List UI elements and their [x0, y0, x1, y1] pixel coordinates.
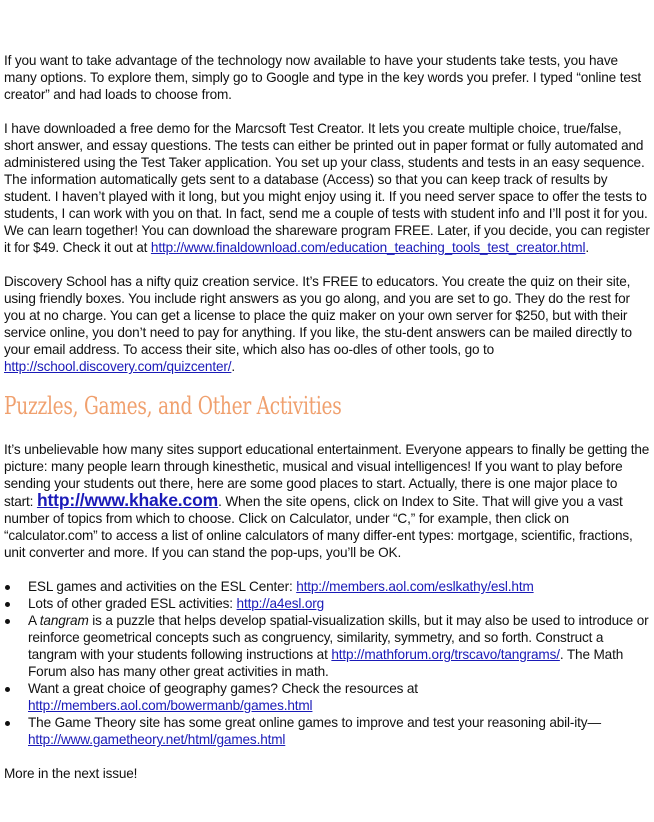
edutainment-text-a: It’s unbelievable how many sites support educational entertainment. Everyone appears to finally be getting the picture: many people learn through kinesthetic, musical and visual intelligences! If you want to play before sending your students out there, here are some good places to start. Actually, there is one major place to start: [4, 442, 650, 509]
list-item: ESL games and activities on the ESL Center: http://members.aol.com/eslkathy/esl.htm [28, 578, 650, 595]
discovery-text: Discovery School has a nifty quiz creation service. It’s FREE to educators. You create the quiz on their site, using friendly boxes. You include right answers as you go along, and you are set to go. They do the rest for you at no charge. You can get a license to place the quiz maker on your own server for $250, but with their service online, you don’t need to pay for anything. If you like, the stu-dent answers can be mailed directly to your email address. To access their site, which also has oo-dles of other tools, go to [4, 274, 632, 357]
marcsoft-text: I have downloaded a free demo for the Marcsoft Test Creator. It lets you create multiple choice, true/false, short answer, and essay questions. The tests can either be printed out in paper format or fully automated and administered using the Test Taker application. You set up your class, students and tests in an easy sequence. The information automatically gets sent to a database (Access) so that you can keep track of results by student. I haven’t played with it long, but you might enjoy using it. If you need server space to offer the tests to students, I can work with you on that. In fact, send me a couple of tests with student info and I’ll post it for you. We can learn together! You can download the shareware program FREE. Later, if you decide, you can register it for $49. Check it out at [4, 121, 650, 255]
closing-line: More in the next issue! [4, 766, 138, 781]
paragraph-test-creators: If you want to take advantage of the technology now available to have your students take tests, you have many options. To explore them, simply go to Google and type in the key words you prefer. I typed “online test creator” and had loads to choose from. [4, 53, 642, 102]
bullet-icon [5, 602, 10, 607]
paragraph-edutainment [4, 441, 650, 561]
bullet-icon [5, 721, 10, 726]
finaldownload-link[interactable]: http://www.finaldownload.com/education_teaching_tools_test_creator.html [150, 240, 586, 255]
list-item: Lots of other graded ESL activities: http://a4esl.org [28, 595, 650, 612]
paragraph-marcsoft: I have downloaded a free demo for the Marcsoft Test Creator. It lets you create multiple choice, true/false, short answer, and essay questions. The tests can either be printed out in paper format or fully automated and administered using the Test Taker application. You set up your class, students and tests in an easy sequence. The information automatically gets sent to a database (Access) so that you can keep track of results by student. I haven’t played with it long, but you might enjoy using it. If you need server space to offer the tests to students, I can work with you on that. In fact, send me a couple of tests with student info and I’ll post it for you. We can learn together! You can download the shareware program FREE. Later, if you decide, you can register it for $49. Check it out at http://www.finaldownload.com/education_teaching_tools_test_creator.html. [4, 121, 650, 255]
resource-list [4, 578, 650, 748]
list-item: A tangram is a puzzle that helps develop spatial-visualization skills, but it may also be used to introduce or reinforce geometrical concepts such as congruency, similarity, symmetry, and so forth. Construct a tangram with your students following instructions at http://mathforum.org/trscavo/tangrams/. The Math Forum also has many other great activities in math. [28, 612, 650, 680]
bullet-icon [5, 687, 10, 692]
list-item: Want a great choice of geography games? Check the resources at http://members.aol.com/bowermanb/games.html [28, 680, 650, 714]
edutainment-text-b: . When the site opens, click on Index to Site. That will give you a vast number of topics from which to choose. Click on Calculator, under “C,” for example, then click on “calculator.com” to access a list of online calculators of many differ-ent types: mortgage, scientific, fractions, unit converter and more. If you can stand the pop-ups, you’ll be OK. [4, 494, 633, 560]
discovery-quizcenter-link[interactable]: http://school.discovery.com/quizcenter/ [4, 359, 232, 374]
bullet-icon [5, 619, 10, 624]
paragraph-discovery-school: Discovery School has a nifty quiz creation service. It’s FREE to educators. You create the quiz on their site, using friendly boxes. You include right answers as you go along, and you are set to go. They do the rest for you at no charge. You can get a license to place the quiz maker on your own server for $250, but with their service online, you don’t need to pay for anything. If you like, the stu-dent answers can be mailed directly to your email address. To access their site, which also has oo-dles of other tools, go to http://school.discovery.com/quizcenter/. [4, 274, 632, 374]
mathforum-tangrams-link[interactable]: http://mathforum.org/trscavo/tangrams/ [331, 647, 560, 662]
khake-link[interactable]: http://www.khake.com [36, 490, 219, 510]
list-item: The Game Theory site has some great online games to improve and test your reasoning abil-ity—http://www.gametheory.net/html/games.html [28, 714, 650, 748]
a4esl-link[interactable]: http://a4esl.org [236, 596, 325, 611]
gametheory-link[interactable]: http://www.gametheory.net/html/games.html [28, 732, 286, 747]
esl-center-link[interactable]: http://members.aol.com/eslkathy/esl.htm [296, 579, 534, 594]
section-heading: Puzzles, Games, and Other Activities [4, 392, 342, 420]
bullet-icon [5, 585, 10, 590]
geography-games-link[interactable]: http://members.aol.com/bowermanb/games.html [28, 698, 313, 713]
